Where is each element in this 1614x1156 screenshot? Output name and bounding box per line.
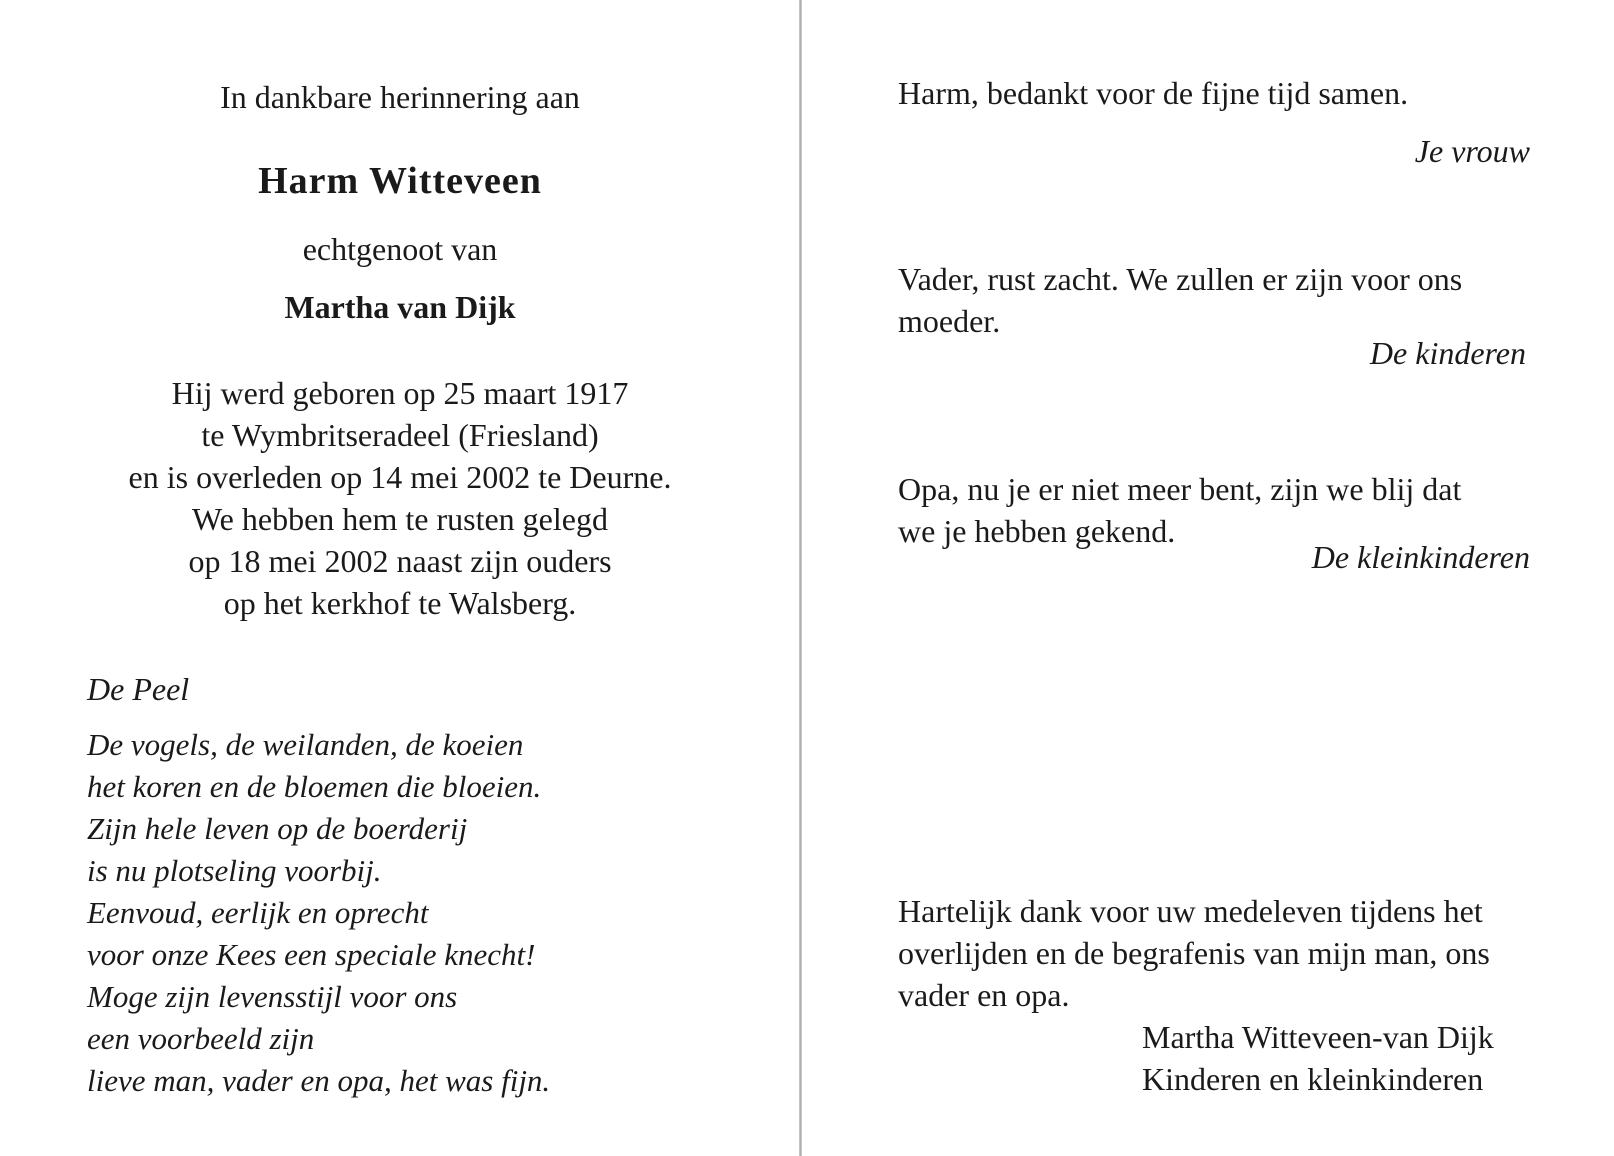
poem-line: Zijn hele leven op de boerderij — [87, 811, 468, 846]
thanks-line: Hartelijk dank voor uw medeleven tijdens het — [898, 893, 1483, 929]
spouse-label: echtgenoot van — [302, 231, 498, 267]
poem-line: Eenvoud, eerlijk en oprecht — [87, 895, 429, 930]
message-wife — [898, 72, 1530, 114]
message-children — [898, 258, 1530, 342]
thanks-line: overlijden en de begrafenis van mijn man, ons — [898, 935, 1490, 971]
signer-line: Martha Witteveen-van Dijk — [1142, 1019, 1494, 1055]
memorial-intro: In dankbare herinnering aan — [220, 79, 580, 115]
signature-children: De kinderen — [1369, 335, 1526, 371]
deceased-name: Harm Witteveen — [258, 160, 542, 202]
message-line: Harm, bedankt voor de fijne tijd samen. — [898, 75, 1409, 111]
spouse-name: Martha van Dijk — [284, 289, 516, 325]
message-line: Opa, nu je er niet meer bent, zijn we blij dat — [898, 471, 1462, 507]
signer-line: Kinderen en kleinkinderen — [1142, 1061, 1484, 1097]
poem-line: voor onze Kees een speciale knecht! — [87, 937, 536, 972]
right-page — [804, 0, 1614, 1156]
poem — [87, 724, 550, 1102]
signers — [1142, 1016, 1494, 1100]
bio-line: te Wymbritseradeel (Friesland) — [201, 417, 599, 453]
poem-line: een voorbeeld zijn — [87, 1021, 315, 1056]
message-line: Vader, rust zacht. We zullen er zijn voor ons — [898, 261, 1463, 297]
poem-line: het koren en de bloemen die bloeien. — [87, 769, 542, 804]
poem-line: lieve man, vader en opa, het was fijn. — [87, 1063, 551, 1098]
message-line: we je hebben gekend. — [898, 513, 1176, 549]
bio-line: op het kerkhof te Walsberg. — [223, 585, 577, 621]
signature-wife: Je vrouw — [1414, 133, 1530, 169]
left-page — [0, 0, 800, 1156]
bio-line: en is overleden op 14 mei 2002 te Deurne. — [128, 459, 672, 495]
poem-title: De Peel — [87, 671, 190, 707]
thanks-message — [898, 890, 1530, 1016]
signature-grandchildren: De kleinkinderen — [1311, 539, 1530, 575]
bio-line: op 18 mei 2002 naast zijn ouders — [188, 543, 612, 579]
poem-line: De vogels, de weilanden, de koeien — [87, 727, 524, 762]
page-fold-divider — [799, 0, 802, 1156]
message-line: moeder. — [898, 303, 1001, 339]
biography — [0, 372, 800, 624]
poem-line: is nu plotseling voorbij. — [87, 853, 382, 888]
bio-line: Hij werd geboren op 25 maart 1917 — [171, 375, 629, 411]
poem-line: Moge zijn levensstijl voor ons — [87, 979, 458, 1014]
bio-line: We hebben hem te rusten gelegd — [192, 501, 608, 537]
thanks-line: vader en opa. — [898, 977, 1070, 1013]
